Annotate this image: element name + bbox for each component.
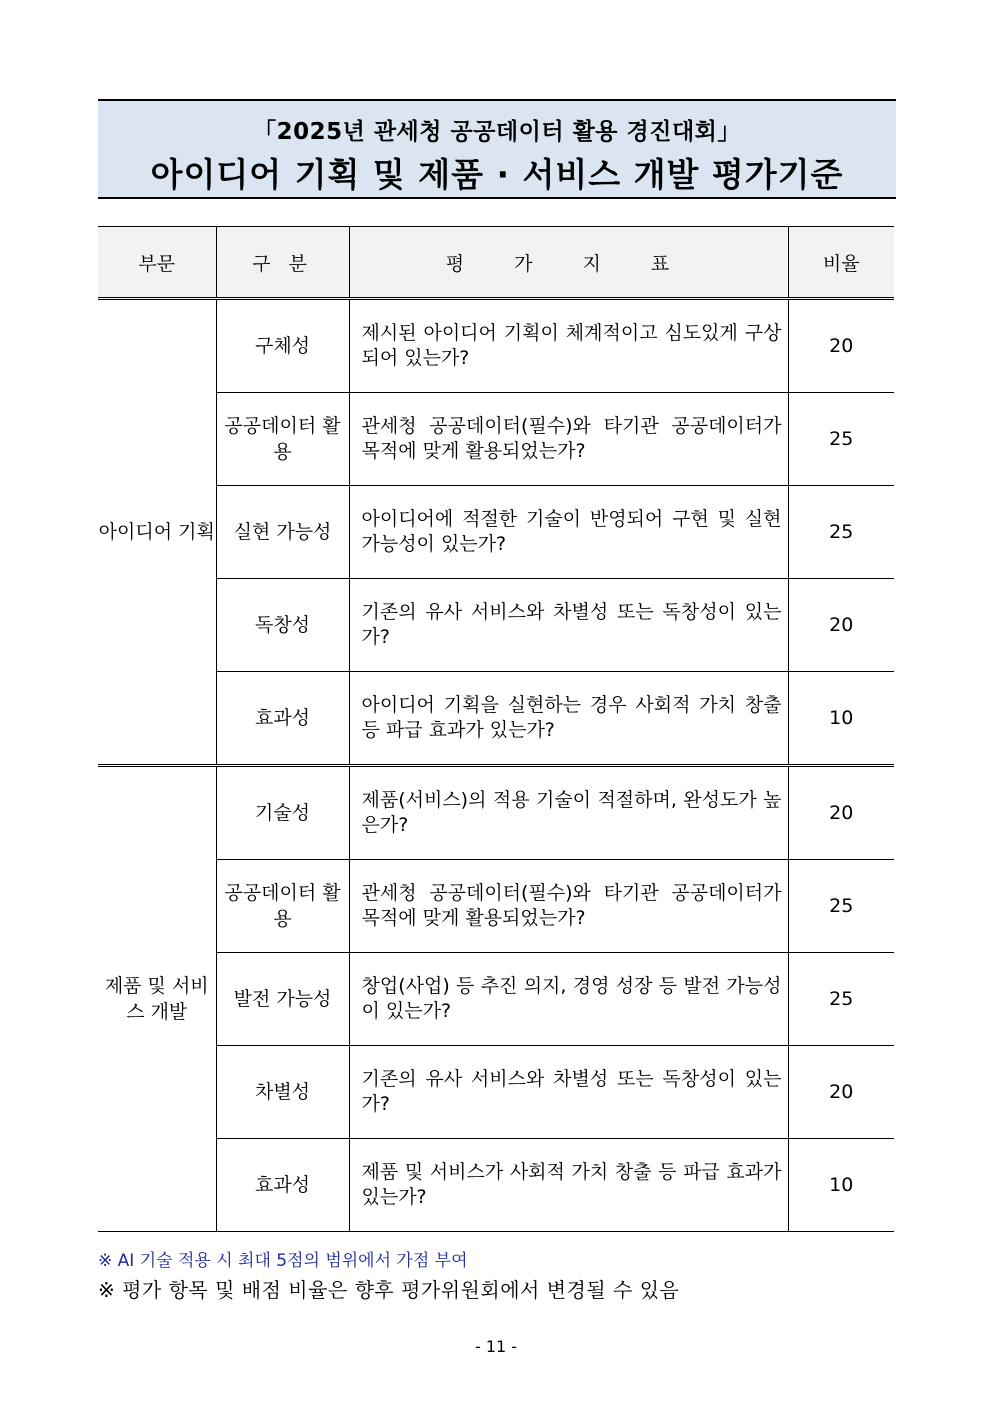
- table-row: [98, 486, 894, 579]
- indicator-cell: 아이디어 기획을 실현하는 경우 사회적 가치 창출 등 파급 효과가 있는가?: [349, 672, 788, 766]
- item-cell: 구체성: [216, 299, 349, 393]
- item-cell: 실현 가능성: [216, 486, 349, 579]
- ratio-cell: 25: [788, 860, 894, 953]
- indicator-cell: 아이디어에 적절한 기술이 반영되어 구현 및 실현 가능성이 있는가?: [349, 486, 788, 579]
- indicator-cell: 기존의 유사 서비스와 차별성 또는 독창성이 있는가?: [349, 1046, 788, 1139]
- table-row: [98, 766, 894, 860]
- ratio-cell: 25: [788, 953, 894, 1046]
- item-cell: 효과성: [216, 672, 349, 766]
- section-cell: 제품 및 서비스 개발: [98, 766, 216, 1232]
- indicator-cell: 제품 및 서비스가 사회적 가치 창출 등 파급 효과가 있는가?: [349, 1139, 788, 1232]
- ratio-cell: 10: [788, 672, 894, 766]
- indicator-cell: 제품(서비스)의 적용 기술이 적절하며, 완성도가 높은가?: [349, 766, 788, 860]
- document-subtitle: 「2025년 관세청 공공데이터 활용 경진대회」: [253, 119, 741, 145]
- ratio-cell: 20: [788, 299, 894, 393]
- item-cell: 독창성: [216, 579, 349, 672]
- item-cell: 공공데이터 활용: [216, 860, 349, 953]
- indicator-cell: 관세청 공공데이터(필수)와 타기관 공공데이터가 목적에 맞게 활용되었는가?: [349, 860, 788, 953]
- ratio-cell: 10: [788, 1139, 894, 1232]
- table-row: [98, 953, 894, 1046]
- header-indicator: 평 가 지 표: [349, 227, 788, 299]
- item-cell: 효과성: [216, 1139, 349, 1232]
- item-cell: 발전 가능성: [216, 953, 349, 1046]
- indicator-cell: 창업(사업) 등 추진 의지, 경영 성장 등 발전 가능성이 있는가?: [349, 953, 788, 1046]
- item-cell: 공공데이터 활용: [216, 393, 349, 486]
- table-row: [98, 672, 894, 766]
- header-section: 부문: [98, 227, 216, 299]
- table-row: [98, 579, 894, 672]
- table-row: [98, 860, 894, 953]
- table-header-row: [98, 227, 894, 299]
- table-row: [98, 1046, 894, 1139]
- item-cell: 차별성: [216, 1046, 349, 1139]
- document-title: 아이디어 기획 및 제품 · 서비스 개발 평가기준: [150, 155, 844, 194]
- page-number: - 11 -: [474, 1337, 518, 1356]
- table-row: [98, 299, 894, 393]
- header-ratio: 비율: [788, 227, 894, 299]
- ai-bonus-note: ※ AI 기술 적용 시 최대 5점의 범위에서 가점 부여: [98, 1251, 468, 1271]
- table-row: [98, 393, 894, 486]
- ratio-cell: 20: [788, 579, 894, 672]
- header-item: 구 분: [216, 227, 349, 299]
- title-box: [98, 99, 896, 199]
- ratio-cell: 20: [788, 1046, 894, 1139]
- ratio-cell: 25: [788, 393, 894, 486]
- item-cell: 기술성: [216, 766, 349, 860]
- indicator-cell: 제시된 아이디어 기획이 체계적이고 심도있게 구상되어 있는가?: [349, 299, 788, 393]
- change-note: ※ 평가 항목 및 배점 비율은 향후 평가위원회에서 변경될 수 있음: [98, 1278, 680, 1302]
- ratio-cell: 20: [788, 766, 894, 860]
- evaluation-criteria-table: [98, 226, 894, 1232]
- table-row: [98, 1139, 894, 1232]
- section-cell: 아이디어 기획: [98, 299, 216, 766]
- indicator-cell: 관세청 공공데이터(필수)와 타기관 공공데이터가 목적에 맞게 활용되었는가?: [349, 393, 788, 486]
- indicator-cell: 기존의 유사 서비스와 차별성 또는 독창성이 있는가?: [349, 579, 788, 672]
- ratio-cell: 25: [788, 486, 894, 579]
